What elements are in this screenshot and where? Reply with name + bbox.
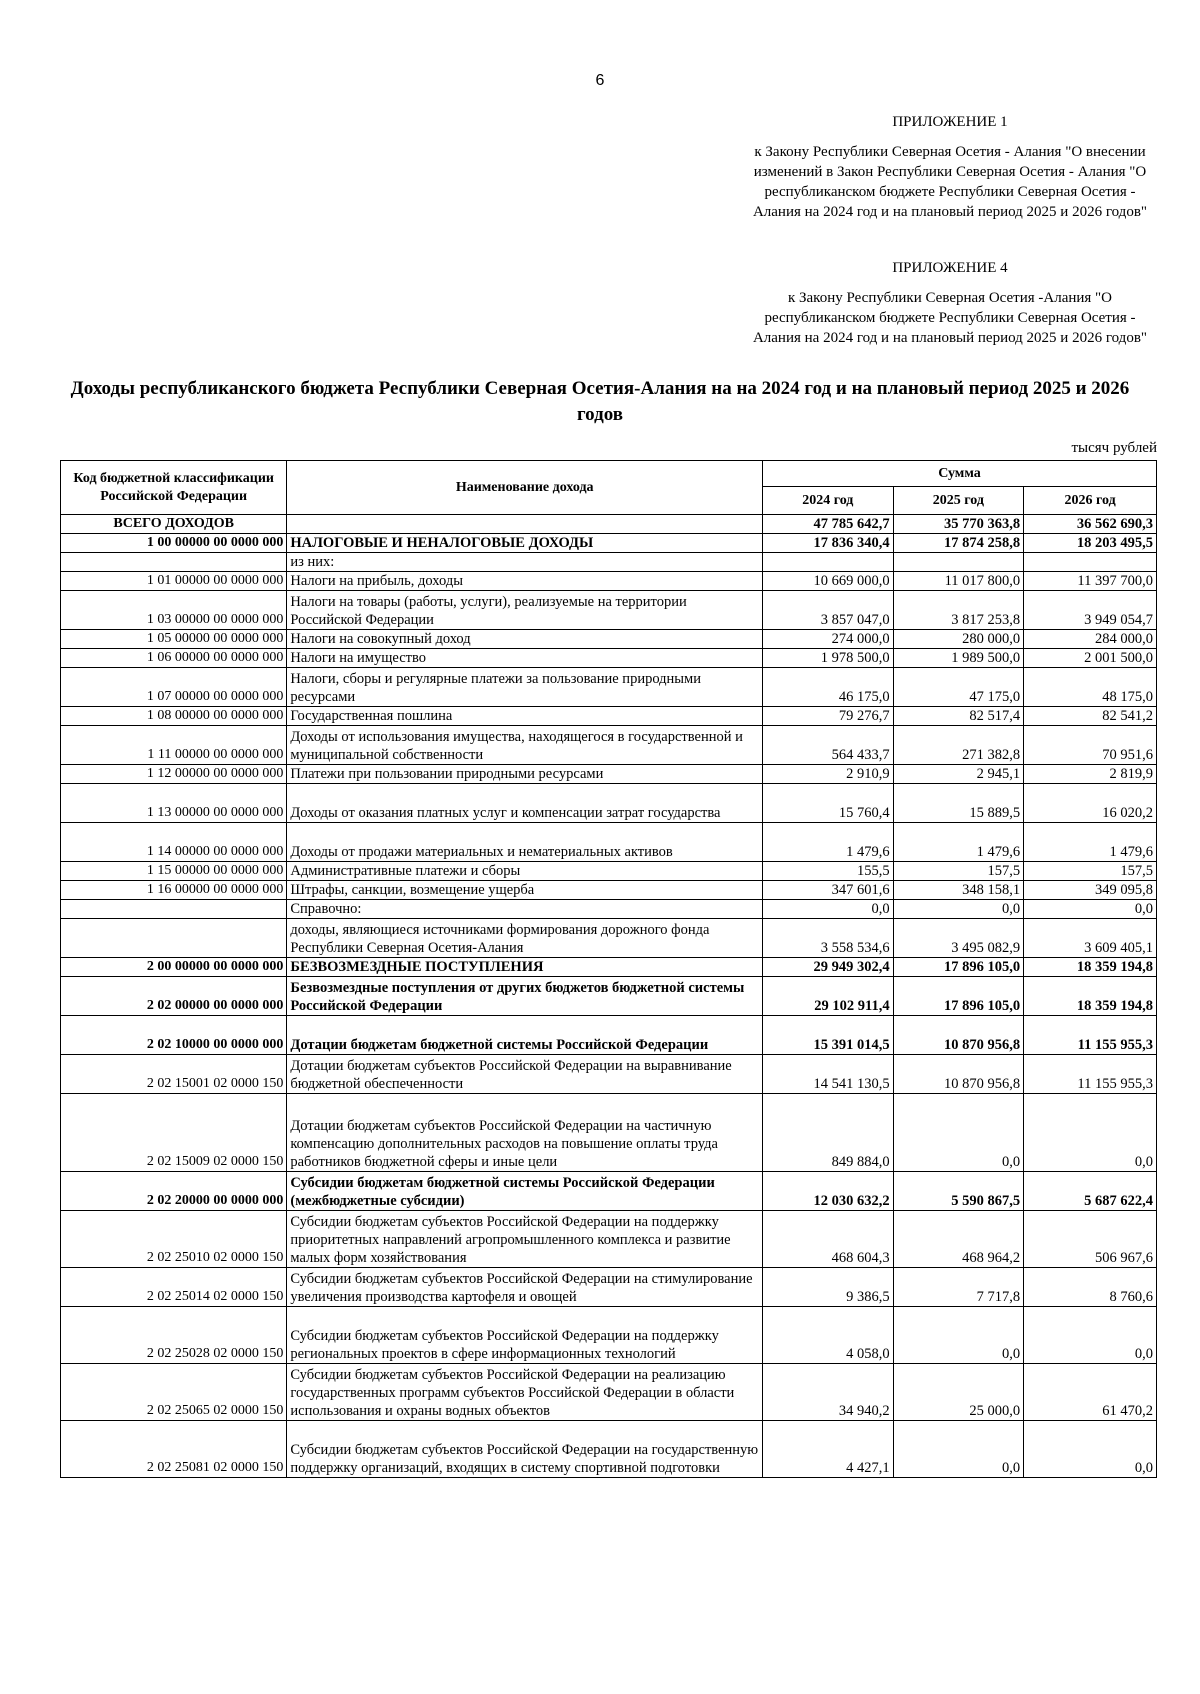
row-code-cell: [61, 919, 287, 958]
table-row: [61, 572, 1157, 591]
row-value-2024: 155,5: [762, 862, 893, 881]
row-value-2025: 3 817 253,8: [893, 591, 1024, 630]
header-sum: Сумма: [762, 461, 1156, 487]
row-value-2026: 48 175,0: [1024, 668, 1157, 707]
row-code-cell: 1 06 00000 00 0000 000: [61, 649, 287, 668]
row-code-cell: 1 13 00000 00 0000 000: [61, 784, 287, 823]
table-row: [61, 1211, 1157, 1268]
table-row: [61, 534, 1157, 553]
row-value-2026: 61 470,2: [1024, 1364, 1157, 1421]
table-row: [61, 784, 1157, 823]
row-value-2026: 82 541,2: [1024, 707, 1157, 726]
appendix-1-block: [750, 112, 1150, 222]
row-value-2026: 506 967,6: [1024, 1211, 1157, 1268]
table-row: [61, 668, 1157, 707]
row-value-2024: 274 000,0: [762, 630, 893, 649]
row-value-2025: 17 896 105,0: [893, 958, 1024, 977]
row-value-2025: 0,0: [893, 900, 1024, 919]
row-code-cell: 1 08 00000 00 0000 000: [61, 707, 287, 726]
appendix-4-title: ПРИЛОЖЕНИЕ 4: [892, 260, 1008, 276]
row-code-cell: [61, 900, 287, 919]
row-code-cell: 2 02 15009 02 0000 150: [61, 1094, 287, 1172]
row-value-2024: 4 058,0: [762, 1307, 893, 1364]
row-value-2026: 0,0: [1024, 900, 1157, 919]
row-value-2026: 18 359 194,8: [1024, 977, 1157, 1016]
row-name-cell: Субсидии бюджетам субъектов Российской Федерации на государственную поддержку организаций, входящих в систему спортивной подготовки: [287, 1421, 763, 1478]
row-value-2025: 15 889,5: [893, 784, 1024, 823]
table-row: [61, 649, 1157, 668]
appendix-1-title: ПРИЛОЖЕНИЕ 1: [892, 114, 1008, 130]
row-value-2026: 18 203 495,5: [1024, 534, 1157, 553]
row-name-cell: Налоги на товары (работы, услуги), реализуемые на территории Российской Федерации: [287, 591, 763, 630]
row-code-cell: 1 01 00000 00 0000 000: [61, 572, 287, 591]
row-value-2025: 82 517,4: [893, 707, 1024, 726]
row-name-cell: Платежи при пользовании природными ресурсами: [287, 765, 763, 784]
table-row: [61, 707, 1157, 726]
row-value-2025: 10 870 956,8: [893, 1055, 1024, 1094]
row-value-2024: [762, 553, 893, 572]
table-row: [61, 591, 1157, 630]
row-value-2025: 25 000,0: [893, 1364, 1024, 1421]
row-value-2025: 0,0: [893, 1307, 1024, 1364]
row-value-2026: 157,5: [1024, 862, 1157, 881]
table-row: [61, 765, 1157, 784]
row-code-cell: 1 14 00000 00 0000 000: [61, 823, 287, 862]
table-body: [61, 515, 1157, 1478]
header-2026: 2026 год: [1024, 487, 1157, 515]
document-heading: Доходы республиканского бюджета Республики Северная Осетия-Алания на на 2024 год и на плановый период 2025 и 2026 годов: [70, 378, 1130, 425]
row-value-2026: 2 001 500,0: [1024, 649, 1157, 668]
row-value-2025: 280 000,0: [893, 630, 1024, 649]
row-name-cell: [287, 515, 763, 534]
table-row: [61, 1172, 1157, 1211]
row-value-2024: 15 391 014,5: [762, 1016, 893, 1055]
row-name-cell: Субсидии бюджетам субъектов Российской Федерации на стимулирование увеличения производства картофеля и овощей: [287, 1268, 763, 1307]
row-value-2024: 12 030 632,2: [762, 1172, 893, 1211]
row-value-2024: 564 433,7: [762, 726, 893, 765]
appendix-4-text: к Закону Республики Северная Осетия -Алания "О республиканском бюджете Республики Северная Осетия - Алания на 2024 год и на плановый период 2025 и 2026 годов": [752, 290, 1148, 346]
row-value-2026: 11 155 955,3: [1024, 1055, 1157, 1094]
row-value-2024: 468 604,3: [762, 1211, 893, 1268]
row-value-2024: 4 427,1: [762, 1421, 893, 1478]
row-name-cell: Дотации бюджетам бюджетной системы Российской Федерации: [287, 1016, 763, 1055]
table-row: [61, 823, 1157, 862]
row-value-2026: 0,0: [1024, 1421, 1157, 1478]
row-code-cell: 1 11 00000 00 0000 000: [61, 726, 287, 765]
table-row: [61, 1421, 1157, 1478]
row-value-2025: 17 874 258,8: [893, 534, 1024, 553]
row-value-2025: 1 989 500,0: [893, 649, 1024, 668]
row-code-cell: 1 16 00000 00 0000 000: [61, 881, 287, 900]
row-value-2024: 29 949 302,4: [762, 958, 893, 977]
row-value-2024: 2 910,9: [762, 765, 893, 784]
row-value-2025: 3 495 082,9: [893, 919, 1024, 958]
row-name-cell: БЕЗВОЗМЕЗДНЫЕ ПОСТУПЛЕНИЯ: [287, 958, 763, 977]
row-value-2024: 3 558 534,6: [762, 919, 893, 958]
row-value-2024: 29 102 911,4: [762, 977, 893, 1016]
row-name-cell: Доходы от продажи материальных и нематериальных активов: [287, 823, 763, 862]
row-code-cell: 1 05 00000 00 0000 000: [61, 630, 287, 649]
row-name-cell: Справочно:: [287, 900, 763, 919]
row-name-cell: Субсидии бюджетам субъектов Российской Федерации на реализацию государственных программ субъектов Российской Федерации в области использования и охраны водных объектов: [287, 1364, 763, 1421]
row-name-cell: НАЛОГОВЫЕ И НЕНАЛОГОВЫЕ ДОХОДЫ: [287, 534, 763, 553]
row-code-cell: 2 02 10000 00 0000 000: [61, 1016, 287, 1055]
header-code: Код бюджетной классификации Российской Федерации: [61, 461, 287, 515]
row-value-2026: 2 819,9: [1024, 765, 1157, 784]
row-value-2026: 3 949 054,7: [1024, 591, 1157, 630]
row-value-2026: 349 095,8: [1024, 881, 1157, 900]
row-code-cell: 2 02 25014 02 0000 150: [61, 1268, 287, 1307]
row-value-2025: 11 017 800,0: [893, 572, 1024, 591]
row-value-2026: 284 000,0: [1024, 630, 1157, 649]
row-value-2024: 47 785 642,7: [762, 515, 893, 534]
header-2025: 2025 год: [893, 487, 1024, 515]
row-value-2024: 849 884,0: [762, 1094, 893, 1172]
row-value-2024: 3 857 047,0: [762, 591, 893, 630]
row-value-2024: 79 276,7: [762, 707, 893, 726]
row-value-2024: 347 601,6: [762, 881, 893, 900]
row-value-2025: 468 964,2: [893, 1211, 1024, 1268]
row-value-2025: 0,0: [893, 1094, 1024, 1172]
row-value-2024: 9 386,5: [762, 1268, 893, 1307]
row-value-2025: 5 590 867,5: [893, 1172, 1024, 1211]
row-code-cell: 2 02 25065 02 0000 150: [61, 1364, 287, 1421]
row-name-cell: Доходы от оказания платных услуг и компенсации затрат государства: [287, 784, 763, 823]
row-value-2025: 10 870 956,8: [893, 1016, 1024, 1055]
table-row: [61, 515, 1157, 534]
table-row: [61, 1307, 1157, 1364]
row-value-2025: 17 896 105,0: [893, 977, 1024, 1016]
row-value-2025: 271 382,8: [893, 726, 1024, 765]
row-value-2026: 5 687 622,4: [1024, 1172, 1157, 1211]
row-code-cell: 1 12 00000 00 0000 000: [61, 765, 287, 784]
row-value-2024: 17 836 340,4: [762, 534, 893, 553]
row-value-2025: 1 479,6: [893, 823, 1024, 862]
table-row: [61, 1055, 1157, 1094]
row-value-2026: 0,0: [1024, 1307, 1157, 1364]
row-name-cell: Субсидии бюджетам субъектов Российской Федерации на поддержку приоритетных направлений агропромышленного комплекса и развитие малых форм хозяйствования: [287, 1211, 763, 1268]
row-value-2026: 36 562 690,3: [1024, 515, 1157, 534]
row-value-2024: 10 669 000,0: [762, 572, 893, 591]
row-value-2024: 15 760,4: [762, 784, 893, 823]
row-name-cell: Налоги на прибыль, доходы: [287, 572, 763, 591]
row-name-cell: Штрафы, санкции, возмещение ущерба: [287, 881, 763, 900]
table-row: [61, 862, 1157, 881]
row-value-2025: 0,0: [893, 1421, 1024, 1478]
table-row: [61, 1268, 1157, 1307]
row-code-cell: 2 02 25081 02 0000 150: [61, 1421, 287, 1478]
row-name-cell: Доходы от использования имущества, находящегося в государственной и муниципальной собственности: [287, 726, 763, 765]
table-row: [61, 958, 1157, 977]
row-code-cell: 1 00 00000 00 0000 000: [61, 534, 287, 553]
row-code-cell: 2 02 25028 02 0000 150: [61, 1307, 287, 1364]
row-value-2025: 7 717,8: [893, 1268, 1024, 1307]
row-value-2026: 1 479,6: [1024, 823, 1157, 862]
row-name-cell: из них:: [287, 553, 763, 572]
row-value-2026: 8 760,6: [1024, 1268, 1157, 1307]
revenue-table: [60, 460, 1157, 1478]
row-code-cell: 1 07 00000 00 0000 000: [61, 668, 287, 707]
row-value-2026: 3 609 405,1: [1024, 919, 1157, 958]
table-row: [61, 726, 1157, 765]
unit-label: тысяч рублей: [1071, 440, 1157, 456]
table-row: [61, 919, 1157, 958]
row-value-2025: 35 770 363,8: [893, 515, 1024, 534]
row-value-2024: 1 479,6: [762, 823, 893, 862]
row-value-2025: 47 175,0: [893, 668, 1024, 707]
row-code-cell: 1 03 00000 00 0000 000: [61, 591, 287, 630]
row-code-cell: 2 02 00000 00 0000 000: [61, 977, 287, 1016]
row-value-2026: 16 020,2: [1024, 784, 1157, 823]
row-value-2025: 2 945,1: [893, 765, 1024, 784]
row-value-2024: 34 940,2: [762, 1364, 893, 1421]
row-value-2026: 18 359 194,8: [1024, 958, 1157, 977]
row-value-2026: [1024, 553, 1157, 572]
table-row: [61, 881, 1157, 900]
row-name-cell: Субсидии бюджетам бюджетной системы Российской Федерации (межбюджетные субсидии): [287, 1172, 763, 1211]
table-row: [61, 900, 1157, 919]
row-name-cell: Налоги на имущество: [287, 649, 763, 668]
row-name-cell: Административные платежи и сборы: [287, 862, 763, 881]
row-value-2024: 0,0: [762, 900, 893, 919]
appendix-1-text: к Закону Республики Северная Осетия - Алания "О внесении изменений в Закон Республики Северная Осетия - Алания "О республиканском бюджете Республики Северная Осетия - Алания на 2024 год и на плановый период 2025 и 2026 годов": [752, 144, 1148, 220]
header-2024: 2024 год: [762, 487, 893, 515]
page-number: 6: [595, 72, 605, 89]
row-value-2024: 46 175,0: [762, 668, 893, 707]
row-value-2025: 157,5: [893, 862, 1024, 881]
row-value-2024: 1 978 500,0: [762, 649, 893, 668]
row-value-2025: 348 158,1: [893, 881, 1024, 900]
row-code-cell: 2 00 00000 00 0000 000: [61, 958, 287, 977]
row-name-cell: Субсидии бюджетам субъектов Российской Федерации на поддержку региональных проектов в сфере информационных технологий: [287, 1307, 763, 1364]
row-name-cell: Безвозмездные поступления от других бюджетов бюджетной системы Российской Федерации: [287, 977, 763, 1016]
table-row: [61, 1364, 1157, 1421]
row-value-2026: 70 951,6: [1024, 726, 1157, 765]
row-name-cell: Дотации бюджетам субъектов Российской Федерации на частичную компенсацию дополнительных расходов на повышение оплаты труда работников бюджетной сферы и иные цели: [287, 1094, 763, 1172]
table-row: [61, 1016, 1157, 1055]
table-row: [61, 553, 1157, 572]
row-name-cell: Налоги на совокупный доход: [287, 630, 763, 649]
row-code-cell: ВСЕГО ДОХОДОВ: [61, 515, 287, 534]
row-value-2025: [893, 553, 1024, 572]
row-code-cell: 2 02 15001 02 0000 150: [61, 1055, 287, 1094]
row-code-cell: [61, 553, 287, 572]
row-name-cell: Государственная пошлина: [287, 707, 763, 726]
row-name-cell: Дотации бюджетам субъектов Российской Федерации на выравнивание бюджетной обеспеченности: [287, 1055, 763, 1094]
table-row: [61, 1094, 1157, 1172]
header-name: Наименование дохода: [287, 461, 763, 515]
row-name-cell: Налоги, сборы и регулярные платежи за пользование природными ресурсами: [287, 668, 763, 707]
row-value-2026: 11 397 700,0: [1024, 572, 1157, 591]
row-name-cell: доходы, являющиеся источниками формирования дорожного фонда Республики Северная Осетия-Алания: [287, 919, 763, 958]
table-row: [61, 977, 1157, 1016]
appendix-4-block: [750, 258, 1150, 348]
row-code-cell: 2 02 20000 00 0000 000: [61, 1172, 287, 1211]
table-row: [61, 630, 1157, 649]
row-value-2026: 11 155 955,3: [1024, 1016, 1157, 1055]
row-code-cell: 1 15 00000 00 0000 000: [61, 862, 287, 881]
row-value-2024: 14 541 130,5: [762, 1055, 893, 1094]
row-value-2026: 0,0: [1024, 1094, 1157, 1172]
row-code-cell: 2 02 25010 02 0000 150: [61, 1211, 287, 1268]
